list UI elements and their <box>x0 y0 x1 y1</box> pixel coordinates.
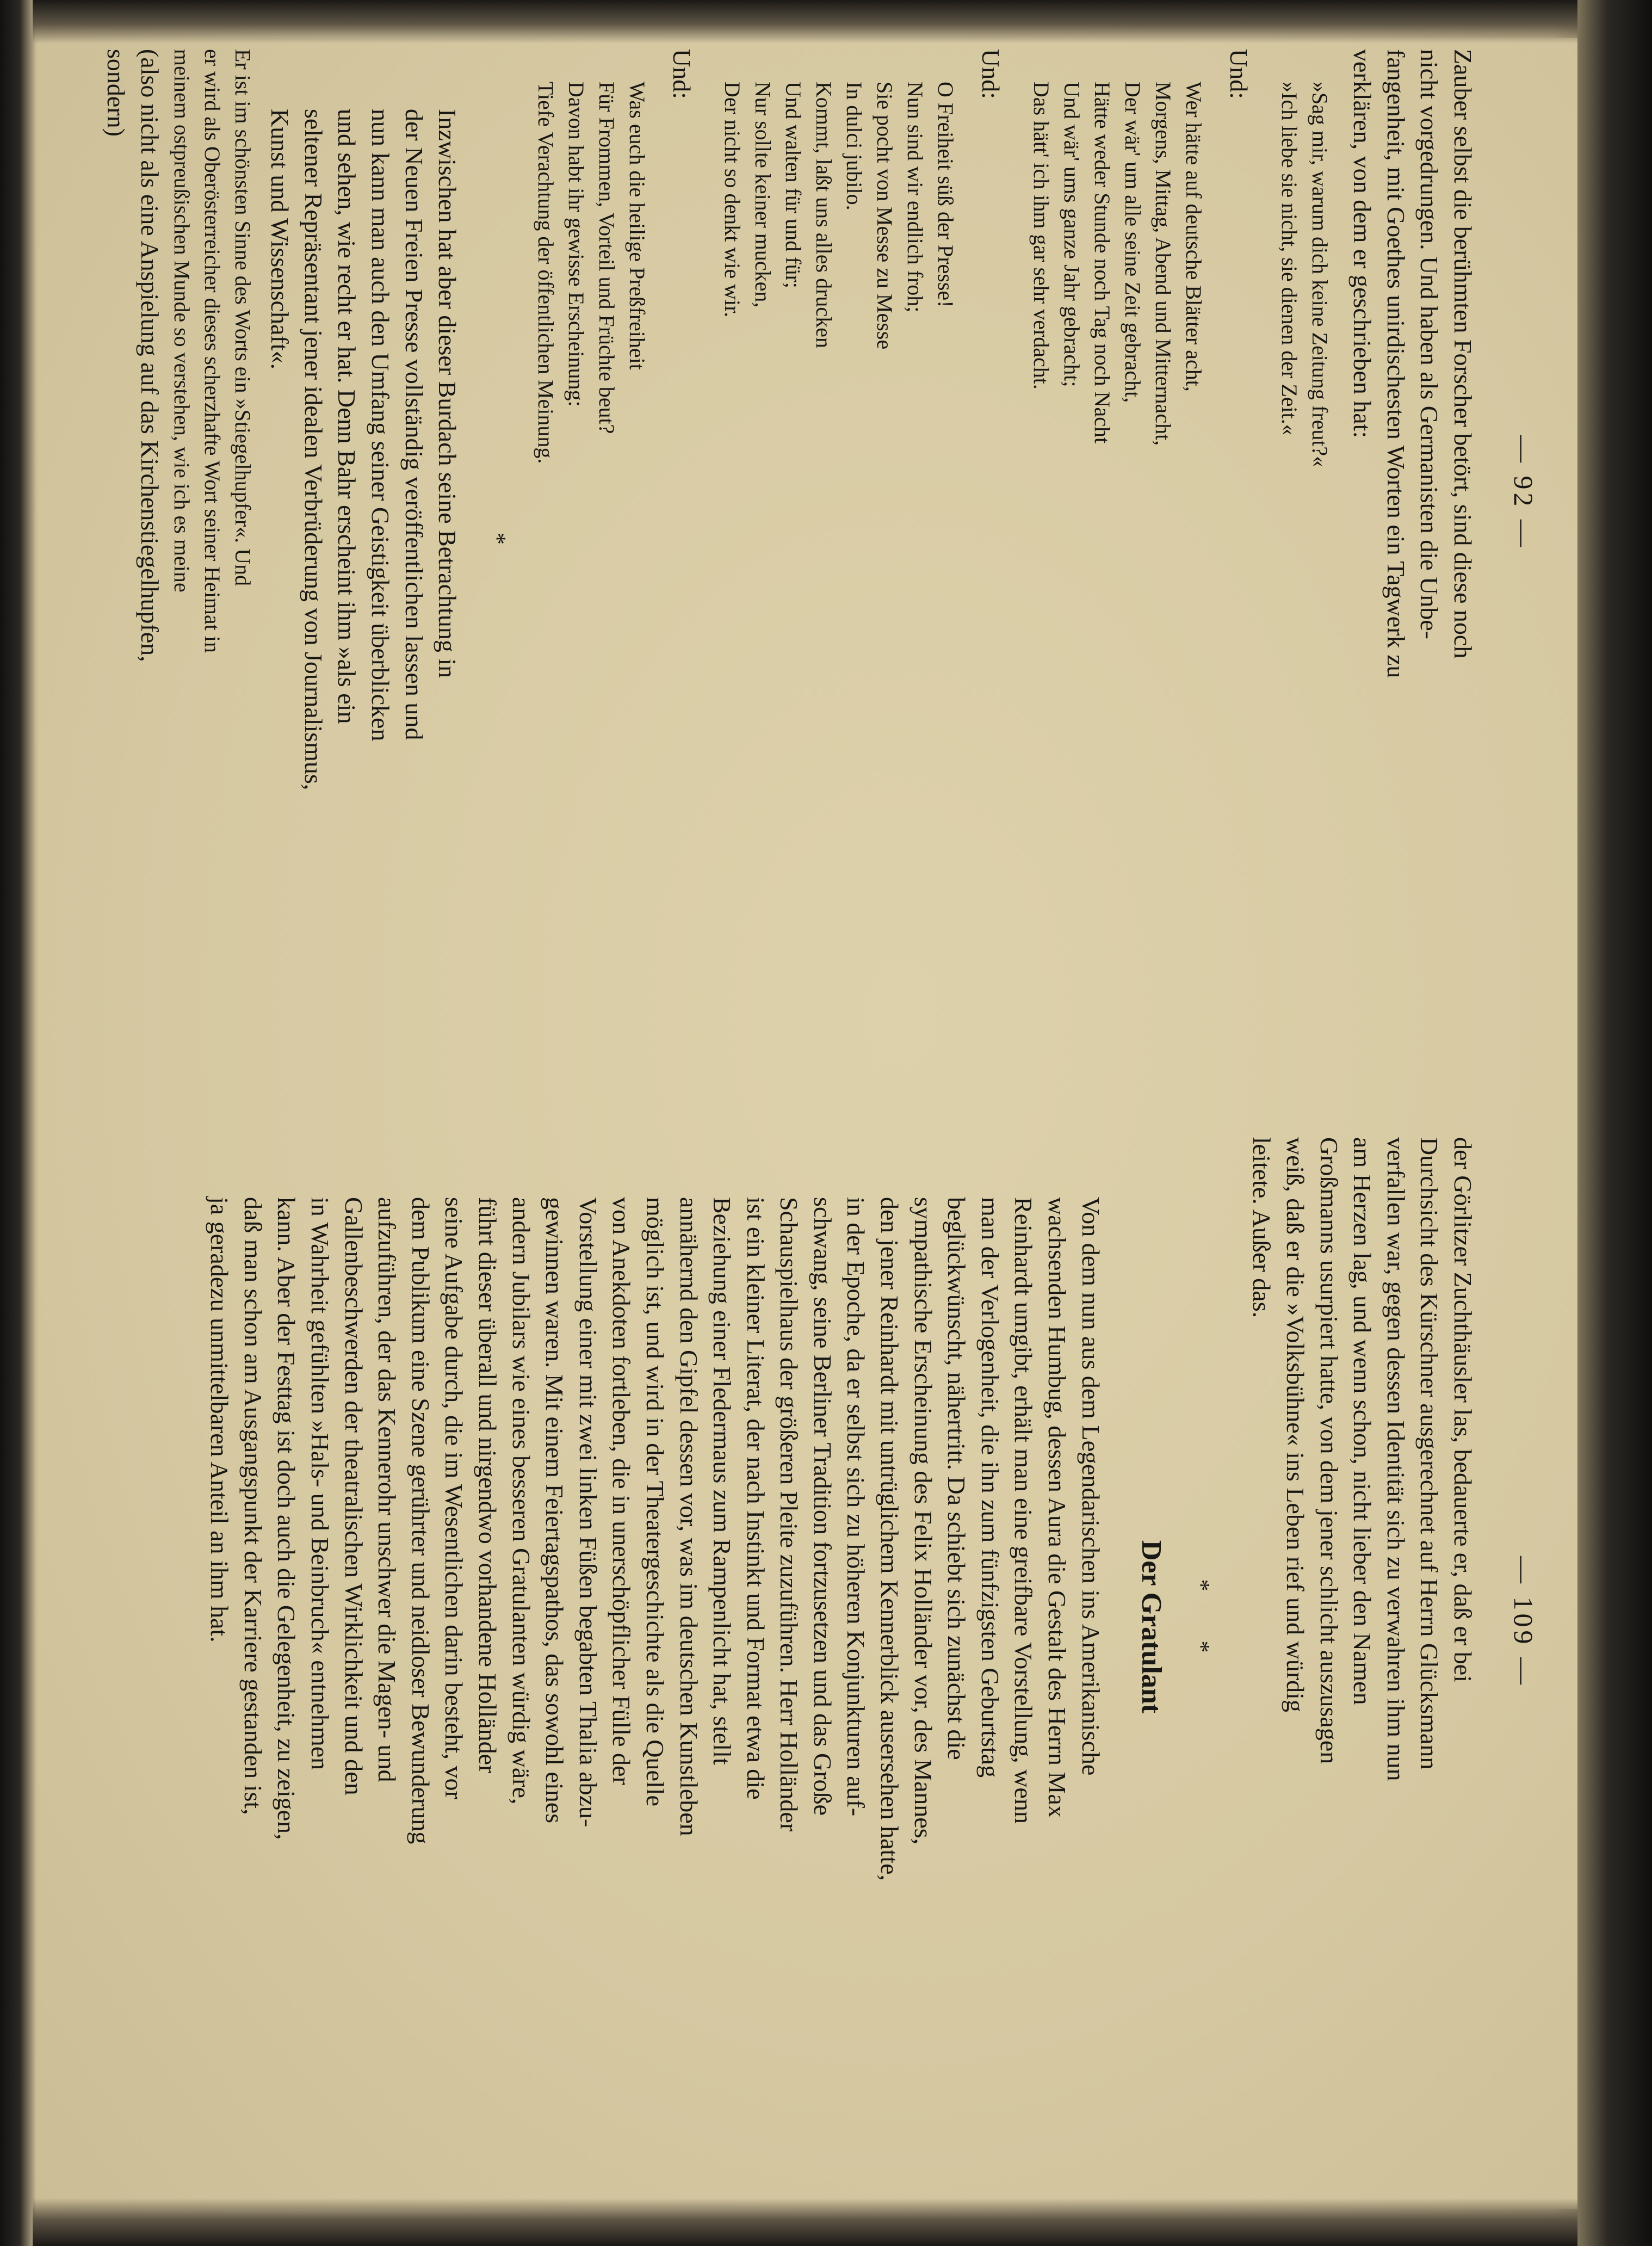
page-number-92: — 92 — <box>1508 435 1539 550</box>
right-page-column <box>203 1137 1480 2117</box>
und-label: Und: <box>668 49 696 99</box>
text-line: kann. Aber der Festtag ist doch auch die Gelegenheit, zu zeigen, <box>273 1197 301 1840</box>
text-line: führt dieser überall und nirgendwo vorhandene Holländer <box>473 1197 502 1774</box>
left-intro-paragraph <box>1346 49 1480 1028</box>
text-line: man der Verlogenheit, die ihn zum fünfzigsten Geburtstag <box>976 1197 1004 1778</box>
text-line: dem Publikum eine Szene gerührter und neidloser Bewunderung <box>406 1197 435 1844</box>
text-line: Großmanns usurpiert hatte, von dem jener schlicht auszusagen <box>1315 1137 1343 1764</box>
verse-line: Der wär' um alle seine Zeit gebracht, <box>1121 82 1146 403</box>
verse-line: In dulci jubilo. <box>842 82 867 211</box>
text-line: andern Jubilars wie eines besseren Gratulanten würdig wäre, <box>507 1197 535 1805</box>
text-line: leitete. Außer das. <box>1248 1137 1276 1318</box>
right-main-paragraph <box>203 1137 1107 2117</box>
text-line: beglückwünscht, nähertritt. Da schiebt sich zunächst die <box>943 1197 971 1760</box>
text-line: Beziehung einer Fledermaus zum Rampenlicht hat, stellt <box>708 1197 737 1765</box>
text-line: fangenheit, mit Goethes unirdischesten Worten ein Tagwerk zu <box>1382 49 1410 678</box>
text-line: weiß, daß er die »Volksbühne« ins Leben rief und würdig <box>1282 1137 1310 1712</box>
text-line: sondern) <box>102 49 131 137</box>
verse-line: Wer hätte auf deutsche Blätter acht, <box>1181 82 1206 392</box>
verse-line: Tiefe Verachtung der öffentlichen Meinung. <box>533 82 558 464</box>
verse-line: »Ich liebe sie nicht, sie dienen der Zeit.« <box>1277 82 1302 435</box>
text-line: wachsenden Humbug, dessen Aura die Gestalt des Herrn Max <box>1043 1197 1072 1818</box>
left-paragraph-3 <box>100 49 258 1028</box>
verse-line: Und wär' ums ganze Jahr gebracht; <box>1060 82 1085 387</box>
verse-line: Nun sind wir endlich froh; <box>903 82 928 313</box>
text-line: annähernd den Gipfel dessen vor, was im deutschen Kunstleben <box>675 1197 703 1836</box>
quote-verse <box>1274 82 1335 1028</box>
text-line: Inzwischen hat aber dieser Burdach seine Betrachtung in <box>434 109 462 678</box>
text-line: sympathische Erscheinung des Felix Holländer vor, des Mannes, <box>909 1197 937 1845</box>
section-stars: * * <box>1187 1579 1215 1675</box>
left-paragraph-2 <box>263 49 465 1028</box>
text-line: gewinnen waren. Mit einem Feiertagspathos, das sowohl eines <box>541 1197 569 1824</box>
bottom-shadow <box>33 2198 1610 2246</box>
text-line: seltener Repräsentant jener idealen Verbrüderung von Journalismus, <box>299 109 327 791</box>
text-line: er wird als Oberösterreicher dieses scherzhafte Wort seiner Heimat in <box>200 49 225 653</box>
verse-line: Das hätt' ich ihm gar sehr verdacht. <box>1029 82 1054 390</box>
text-line: (also nicht als eine Anspielung auf das Kirchenstiegelhupfen, <box>135 49 164 662</box>
verse-line: Hätte weder Stunde noch Tag noch Nacht <box>1090 82 1115 444</box>
text-line: ist ein kleiner Literat, der nach Instinkt und Format etwa die <box>741 1197 770 1800</box>
text-line: Schauspielhaus der größeren Pleite zuzuführen. Herr Holländer <box>775 1197 803 1832</box>
text-line: Kunst und Wissenschaft«. <box>266 109 294 369</box>
text-line: seine Aufgabe durch, die im Wesentlichen darin besteht, vor <box>440 1197 468 1799</box>
text-line: Durchsicht des Kürschner ausgerechnet auf Herrn Glücksmann <box>1415 1137 1444 1770</box>
verse-line: Was euch die heilige Preßfreiheit <box>624 82 649 370</box>
article-heading: Der Gratulant <box>1136 1540 1167 1714</box>
text-line: nun kann man auch den Umfang seiner Geistigkeit überblicken <box>367 109 395 742</box>
verse-line: Für Frommen, Vorteil und Früchte beut? <box>594 82 619 434</box>
verse-block-2 <box>1026 82 1209 1028</box>
section-separator: * <box>484 533 511 545</box>
verse-line: Nur sollte keiner mucken, <box>751 82 776 308</box>
right-intro-paragraph <box>1245 1137 1480 2117</box>
verse-line: Davon habt ihr gewisse Erscheinung: <box>564 82 589 407</box>
text-line: Von dem nun aus dem Legendarischen ins Amerikanische <box>1076 1197 1105 1776</box>
text-line: daß man schon am Ausgangspunkt der Karriere gestanden ist, <box>239 1197 267 1815</box>
text-line: und sehen, wie recht er hat. Denn Bahr erscheint ihm »als ein <box>333 109 361 724</box>
rotated-text-spread <box>33 16 1539 2149</box>
text-line: von Anekdoten fortleben, die in unerschöpflicher Fülle der <box>608 1197 636 1785</box>
und-label: Und: <box>1224 49 1253 99</box>
text-line: Er ist im schönsten Sinne des Worts ein »Stiegelhupfer«. Und <box>230 49 255 587</box>
verse-line: Und walten für und für; <box>781 82 806 288</box>
text-line: den jener Reinhardt mit untrüglichem Kennerblick ausersehen hatte, <box>876 1197 904 1881</box>
verse-block-4 <box>530 82 652 1028</box>
verse-block-3 <box>717 82 961 1028</box>
verse-line: Kommt, laßt uns alles drucken <box>812 82 837 348</box>
text-line: Gallenbeschwerden der theatralischen Wirklichkeit und den <box>339 1197 368 1795</box>
left-page-column <box>100 49 1480 1028</box>
text-line: verfallen war, gegen dessen Identität sich zu verwahren ihm nun <box>1382 1137 1410 1781</box>
text-line: der Görlitzer Zuchthäusler las, bedauerte er, daß er bei <box>1449 1137 1477 1683</box>
verse-line: Sie pocht von Messe zu Messe <box>873 82 898 350</box>
text-line: Vorstellung einer mit zwei linken Füßen begabten Thalia abzu- <box>574 1197 602 1828</box>
text-line: schwang, seine Berliner Tradition fortzusetzen und das Große <box>808 1197 837 1816</box>
verse-line: Der nicht so denkt wie wir. <box>720 82 745 318</box>
text-line: in Wahrheit gefühlten »Hals- und Beinbruch« entnehmen <box>306 1197 334 1770</box>
text-line: in der Epoche, da er selbst sich zu höheren Konjunkturen auf- <box>842 1197 870 1817</box>
text-line: am Herzen lag, und wenn schon, nicht lieber den Namen <box>1348 1137 1377 1705</box>
text-line: der Neuen Freien Presse vollständig veröffentlichen lassen und <box>400 109 428 741</box>
book-gutter <box>1577 0 1652 2246</box>
verse-line: »Sag mir, warum dich keine Zeitung freut?« <box>1307 82 1332 467</box>
text-line: nicht vorgedrungen. Und haben als Germanisten die Unbe- <box>1415 49 1444 639</box>
text-line: möglich ist, und wird in der Theatergeschichte als die Quelle <box>641 1197 669 1806</box>
verse-line: Morgens, Mittag, Abend und Mitternacht, <box>1151 82 1176 446</box>
text-line: meinem ostpreußischen Munde so verstehen, wie ich es meine <box>169 49 194 593</box>
text-line: ja geradezu unmittelbaren Anteil an ihm hat. <box>206 1197 234 1643</box>
page-number-109: — 109 — <box>1508 1556 1539 1688</box>
und-label: Und: <box>977 49 1005 99</box>
text-line: Reinhardt umgibt, erhält man eine greifbare Vorstellung, wenn <box>1010 1197 1038 1824</box>
text-line: verklären, von dem er geschrieben hat: <box>1348 49 1377 439</box>
text-line: Zauber selbst die berühmten Forscher betört, sind diese noch <box>1449 49 1477 659</box>
text-line: aufzuführen, der das Kennerohr unschwer die Magen- und <box>373 1197 401 1782</box>
verse-line: O Freiheit süß der Presse! <box>933 82 958 308</box>
